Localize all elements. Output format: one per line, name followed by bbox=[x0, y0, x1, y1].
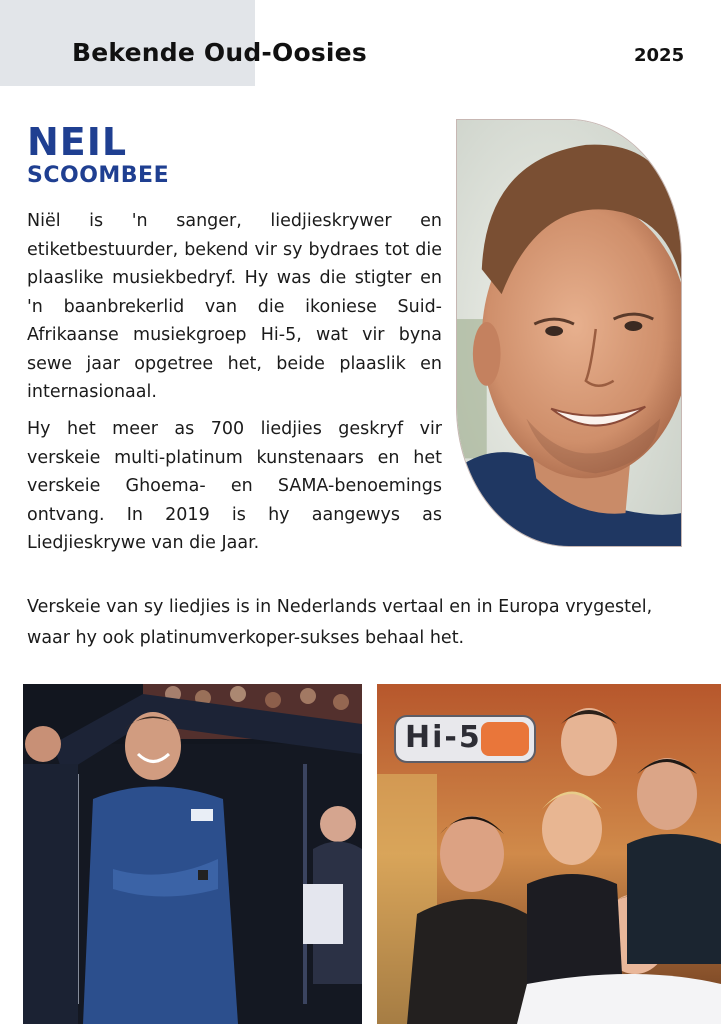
bio-paragraph-1: Niël is 'n sanger, liedjieskrywer en etiketbestuurder, bekend vir sy bydraes tot die plaaslike musiekbedryf. Hy was die stigter en 'n baanbrekerlid van die ikoniese Suid-Afrikaanse musiekgroep Hi-5, wat vir byna sewe jaar opgetree het, beide plaaslik en internasionaal. bbox=[27, 211, 442, 402]
band-logo: Hi-5 bbox=[405, 720, 482, 755]
page-year: 2025 bbox=[634, 45, 685, 66]
concert-photo bbox=[23, 684, 362, 1024]
portrait-photo bbox=[456, 119, 682, 547]
bio-note: Verskeie van sy liedjies is in Nederlands vertaal en in Europa vrygestel, waar hy ook platinumverkoper-sukses behaal het. bbox=[27, 597, 653, 648]
concert-illustration bbox=[23, 684, 362, 1024]
band-photo bbox=[377, 684, 721, 1024]
person-last-name: SCOOMBEE bbox=[27, 163, 170, 188]
bio-paragraph-2: Hy het meer as 700 liedjies geskryf vir verskeie multi-platinum kunstenaars en het verskeie Ghoema- en SAMA-benoemings ontvang. In 2019 is hy aangewys as Liedjieskrywe van die Jaar. bbox=[27, 419, 442, 553]
page-title: Bekende Oud-Oosies bbox=[72, 38, 367, 67]
person-first-name: NEIL bbox=[27, 120, 128, 164]
portrait-illustration bbox=[457, 120, 681, 546]
